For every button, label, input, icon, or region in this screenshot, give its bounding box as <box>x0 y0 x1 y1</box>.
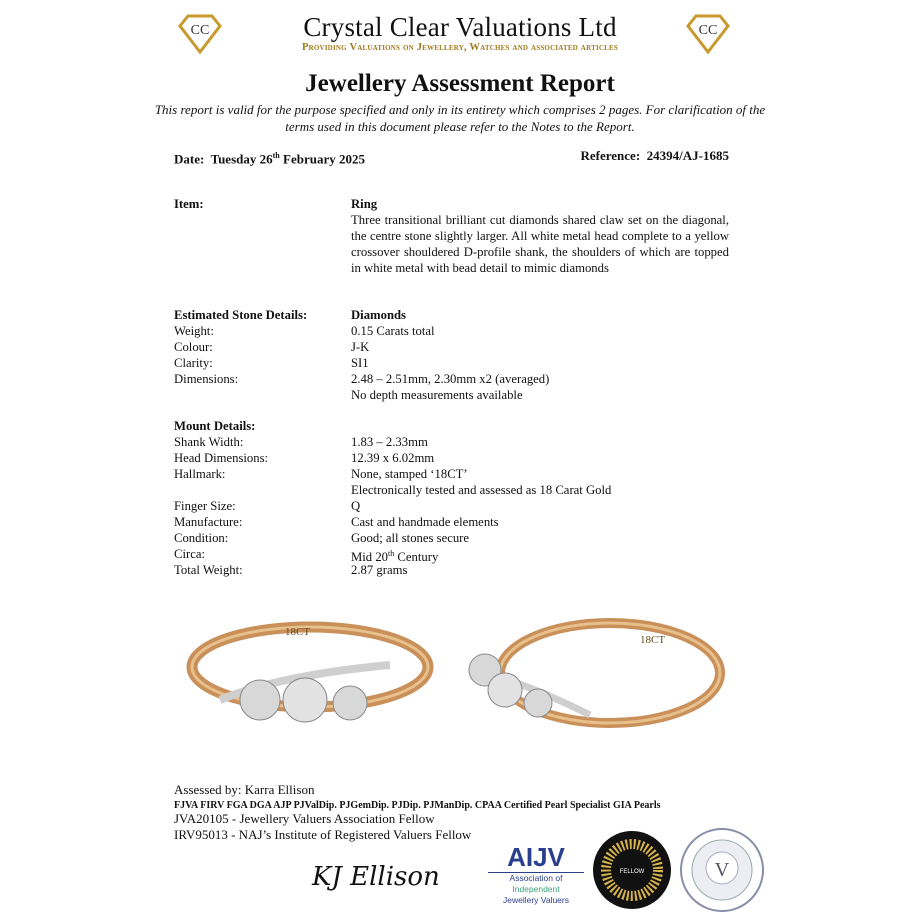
report-reference <box>580 148 729 164</box>
report-date <box>174 148 365 167</box>
stones-label: Clarity: <box>174 356 213 370</box>
weight-label: Total Weight: <box>174 563 243 577</box>
item-label: Item: <box>174 197 204 211</box>
stones-value: J-K <box>351 340 370 354</box>
item-description: Three transitional brilliant cut diamonds shared claw set on the diagonal, the centre stone slightly larger. All white metal head complete to a yellow crossover shouldered D-profile shank, the shoulders of which are topped in white metal with bead detail to mimic diamonds <box>351 213 729 275</box>
aijv-sub2: Independent <box>512 884 560 894</box>
svg-text:CC: CC <box>190 23 210 38</box>
stones-value: No depth measurements available <box>351 388 523 402</box>
svg-text:CC: CC <box>698 23 718 38</box>
circa-sup: th <box>388 549 395 558</box>
mount-row <box>174 530 729 546</box>
circa-value: Mid 20 <box>351 550 389 565</box>
date-sup: th <box>272 151 280 160</box>
mount-label: Hallmark: <box>174 467 226 481</box>
assessor-irv: IRV95013 - NAJ’s Institute of Registered Valuers Fellow <box>174 827 472 842</box>
stones-value: 0.15 Carats total <box>351 324 435 338</box>
mount-value: Good; all stones secure <box>351 531 470 545</box>
mount-row <box>174 514 729 530</box>
naj-badge-text: FELLOW <box>619 869 645 875</box>
date-value: Tuesday 26 <box>210 151 273 167</box>
aijv-sub3: Jewellery Valuers <box>503 895 569 905</box>
company-tagline: Providing Valuations on Jewellery, Watches and associated articles <box>302 42 618 53</box>
mount-value: Cast and handmade elements <box>351 515 499 529</box>
circa-label: Circa: <box>174 547 206 561</box>
mount-value: 1.83 – 2.33mm <box>351 435 428 449</box>
jva-badge-letter: V <box>714 859 730 881</box>
aijv-logo <box>488 842 584 906</box>
assessor-jva: JVA20105 - Jewellery Valuers Association Fellow <box>174 811 435 826</box>
stones-label: Weight: <box>174 324 214 338</box>
svg-text:18CT: 18CT <box>285 626 311 638</box>
mount-value: None, stamped ‘18CT’ <box>351 467 468 481</box>
company-name: Crystal Clear Valuations Ltd <box>303 12 617 42</box>
mount-value: Electronically tested and assessed as 18 Carat Gold <box>351 483 612 497</box>
stones-row <box>174 339 729 355</box>
assessor-name: Assessed by: Karra Ellison <box>174 782 315 797</box>
mount-row <box>174 466 729 482</box>
item-value: Ring <box>351 197 378 211</box>
ring-photo-side <box>460 605 730 745</box>
mount-label: Head Dimensions: <box>174 451 269 465</box>
date-value-rest: February 2025 <box>279 151 365 167</box>
mount-row <box>174 434 729 450</box>
stones-row <box>174 355 729 371</box>
stones-type: Diamonds <box>351 308 406 322</box>
stones-label: Colour: <box>174 340 213 354</box>
mount-label: Condition: <box>174 531 229 545</box>
stones-row <box>174 387 729 403</box>
svg-text:18CT: 18CT <box>640 634 666 646</box>
signature: KJ Ellison <box>312 862 440 892</box>
stones-row <box>174 323 729 339</box>
aijv-sub1: Association of <box>509 873 563 883</box>
stones-row <box>174 371 729 387</box>
mount-row <box>174 498 729 514</box>
mount-label: Finger Size: <box>174 499 236 513</box>
ring-photo-front <box>180 605 440 745</box>
report-note: This report is valid for the purpose specified and only in its entirety which comprises 2 pages. For clarification of the terms used in this document please refer to the Notes to the Report. <box>154 102 766 134</box>
circa-value-rest: Century <box>394 550 439 565</box>
date-label: Date: <box>174 151 205 167</box>
weight-value: 2.87 grams <box>351 563 408 577</box>
reference-label: Reference: <box>580 148 641 163</box>
mount-label: Manufacture: <box>174 515 243 529</box>
stones-value: 2.48 – 2.51mm, 2.30mm x2 (averaged) <box>351 372 550 386</box>
mount-value: Q <box>351 499 361 513</box>
stones-label: Dimensions: <box>174 372 239 386</box>
mount-label: Shank Width: <box>174 435 244 449</box>
jva-founder-badge <box>680 826 764 914</box>
stones-value: SI1 <box>351 356 369 370</box>
assessor-qualifications: FJVA FIRV FGA DGA AJP PJValDip. PJGemDip. PJDip. PJManDip. CPAA Certified Pearl Specialist GIA Pearls <box>174 800 661 811</box>
report-title: Jewellery Assessment Report <box>305 70 615 97</box>
mount-heading: Mount Details: <box>174 419 256 433</box>
aijv-title: AIJV <box>488 842 584 873</box>
reference-value: 24394/AJ-1685 <box>646 148 729 163</box>
mount-row <box>174 482 729 498</box>
naj-fellow-badge <box>592 830 672 910</box>
stones-heading: Estimated Stone Details: <box>174 308 308 322</box>
mount-value: 12.39 x 6.02mm <box>351 451 435 465</box>
mount-row <box>174 450 729 466</box>
